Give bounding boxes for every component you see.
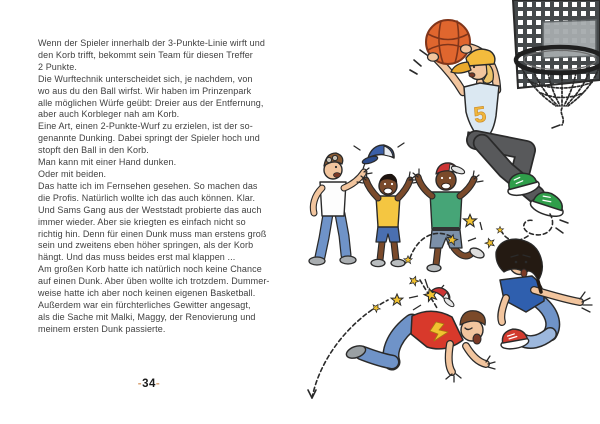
text-line: die Profis. Natürlich wollte ich das auch können. Klar. [38, 192, 256, 203]
text-line: alle möglichen Würfe geübt: Dreier aus der Entfernung, [38, 97, 264, 108]
text-line: immer wieder. Aber sie kriegten es einfach nicht so [38, 216, 246, 227]
cheering-kid-middle [357, 172, 419, 267]
text-line: als die Sache mit Malki, Maggy, der Renovierung und [38, 311, 256, 322]
text-line: Eine Art, einen 2-Punkte-Wurf zu erzielen, ist der so- [38, 121, 253, 132]
page-number [38, 378, 260, 390]
text-line: wo aus du den Ball wirfst. Wir haben im Prinzenpark [38, 85, 252, 96]
text-line: stopft den Ball in den Korb. [38, 145, 149, 156]
text-line: Am großen Korb hatte ich natürlich noch keine Chance [38, 264, 262, 275]
player-jersey [464, 83, 499, 139]
text-line: Man kann mit einer Hand dunken. [38, 157, 177, 168]
story-text [38, 38, 296, 336]
flying-cap-icon [354, 143, 404, 165]
page-number-dash: - [155, 378, 161, 390]
cheering-kids [309, 143, 486, 272]
jersey-number: 5 [472, 101, 488, 128]
player-hand [428, 53, 439, 61]
falling-boy-blue [496, 239, 592, 351]
basketball-illustration [300, 0, 600, 424]
text-line: Oder mit beiden. [38, 168, 107, 179]
motion-lines [410, 50, 427, 74]
text-line: 2 Punkte. [38, 61, 77, 72]
text-line: sein und zweitens eben höher springen, als der Korb [38, 240, 254, 251]
text-line: den Korb trifft, bekommt sein Team für diesen Treffer [38, 49, 253, 60]
text-line: Das hatte ich im Fernsehen gesehen. So machen das [38, 180, 258, 191]
text-line: aber auch Korbleger nah am Korb. [38, 109, 180, 120]
text-line: hängt. Und das muss beides erst mal klappen ... [38, 252, 236, 263]
backboard-target [543, 20, 596, 58]
page-number-value: 34 [142, 378, 156, 390]
crawling-boy-red [345, 283, 495, 382]
cheering-kid-left [309, 153, 372, 265]
player-hand [461, 45, 472, 53]
text-line: Die Wurftechnik unterscheidet sich, je nachdem, von [38, 73, 253, 84]
text-line: weise hatte ich aber noch keinen eigenen Basketball. [38, 288, 256, 299]
text-line: richtig hin. Denn für einen Dunk muss man erstens groß [38, 228, 267, 239]
text-line: auf einen Dunk. Aber üben wollte ich trotzdem. Dummer- [38, 276, 270, 287]
text-line: Außerdem war ein fürchterliches Gewitter angesagt, [38, 299, 251, 310]
text-line: Wenn der Spieler innerhalb der 3-Punkte-Linie wirft und [38, 38, 265, 48]
text-line: genannte Dunking. Dabei springt der Spieler hoch und [38, 133, 260, 144]
text-line: Und Sams Gang aus der Weststadt probierte das auch [38, 204, 262, 215]
page-number-dash: - [137, 378, 143, 390]
cheering-kid-right [409, 163, 486, 272]
text-line: meinem ersten Dunk passierte. [38, 323, 166, 334]
